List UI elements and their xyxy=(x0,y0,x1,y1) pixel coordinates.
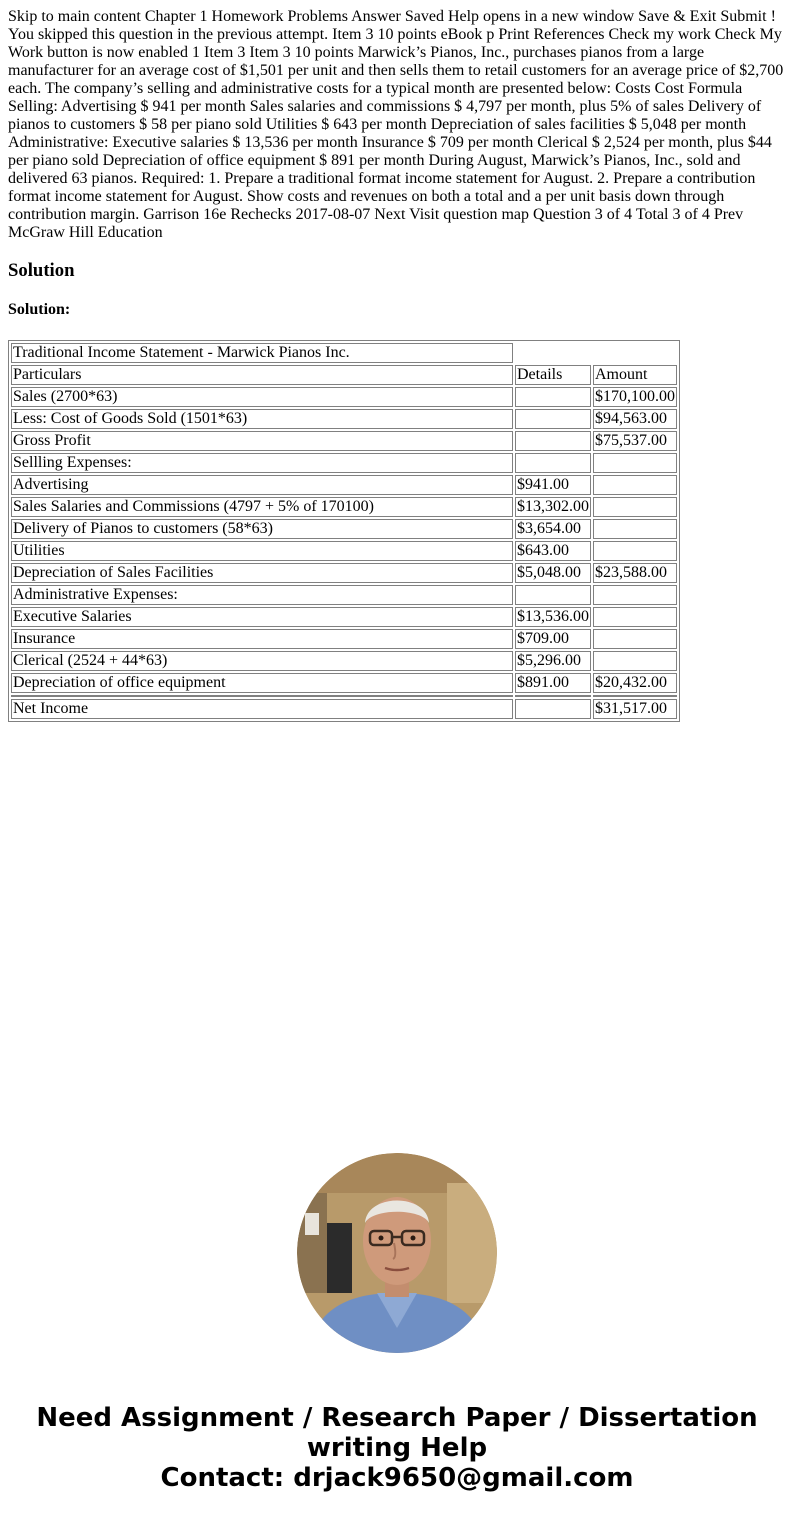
row-amount xyxy=(593,651,677,671)
table-row xyxy=(11,409,677,429)
row-details: $13,302.00 xyxy=(517,498,589,515)
row-details: $13,536.00 xyxy=(517,608,589,625)
avatar-portrait xyxy=(297,1153,497,1353)
footer-line-1: Need Assignment / Research Paper / Dissertation writing Help xyxy=(36,1403,758,1463)
row-details xyxy=(515,585,591,605)
separator-cell xyxy=(515,695,591,697)
row-particular: Gross Profit xyxy=(11,431,513,451)
row-particular: Clerical (2524 + 44*63) xyxy=(11,651,513,671)
row-particular: Utilities xyxy=(11,541,513,561)
row-details: $3,654.00 xyxy=(515,519,591,539)
row-particular: Depreciation of Sales Facilities xyxy=(11,563,513,583)
row-particular: Less: Cost of Goods Sold (1501*63) xyxy=(11,409,513,429)
table-row xyxy=(11,629,677,649)
row-amount xyxy=(593,475,677,495)
row-details: $5,048.00 xyxy=(515,563,591,583)
row-particular: Depreciation of office equipment xyxy=(11,673,513,693)
header-details: Details xyxy=(515,365,591,385)
row-amount xyxy=(593,497,677,517)
table-title-blank xyxy=(515,343,677,363)
row-particular: Insurance xyxy=(11,629,513,649)
row-details: $5,296.00 xyxy=(515,651,591,671)
net-income-label: Net Income xyxy=(11,699,513,719)
row-particular: Sales (2700*63) xyxy=(11,387,513,407)
net-income-amount: $31,517.00 xyxy=(593,699,677,719)
row-amount: $75,537.00 xyxy=(593,431,677,451)
row-amount xyxy=(593,519,677,539)
table-row xyxy=(11,431,677,451)
row-amount: $94,563.00 xyxy=(593,409,677,429)
income-statement-table xyxy=(8,340,680,722)
net-income-details xyxy=(515,699,591,719)
table-row xyxy=(11,563,677,583)
header-amount: Amount xyxy=(593,365,677,385)
row-particular: Sales Salaries and Commissions (4797 + 5% of 170100) xyxy=(11,497,513,517)
question-text: Skip to main content Chapter 1 Homework Problems Answer Saved Help opens in a new window Save & Exit Submit ! You skipped this question in the previous attempt. Item 3 10 points eBook p Print References Check my work Check My Work button is now enabled 1 Item 3 Item 3 10 points Marwick’s Pianos, Inc., purchases pianos from a large manufacturer for an average cost of $1,501 per unit and then sells them to retail customers for an average price of $2,700 each. The company’s selling and administrative costs for a typical month are presented below: Costs Cost Formula Selling: Advertising $ 941 per month Sales salaries and commissions $ 4,797 per month, plus 5% of sales Delivery of pianos to customers $ 58 per piano sold Utilities $ 643 per month Depreciation of sales facilities $ 5,048 per month Administrative: Executive salaries $ 13,536 per month Insurance $ 709 per month Clerical $ 2,524 per month, plus $44 per piano sold Depreciation of office equipment $ 891 per month During August, Marwick’s Pianos, Inc., sold and delivered 63 pianos. Required: 1. Prepare a traditional format income statement for August. 2. Prepare a contribution format income statement for August. Show costs and revenues on both a total and a per unit basis down through contribution margin. Garrison 16e Rechecks 2017-08-07 Next Visit question map Question 3 of 4 Total 3 of 4 Prev McGraw Hill Education xyxy=(8,8,784,241)
header-particulars: Particulars xyxy=(11,365,513,385)
contact-footer xyxy=(0,1403,794,1493)
table-row xyxy=(11,585,677,605)
table-row xyxy=(11,607,677,627)
row-amount: $170,100.00 xyxy=(595,388,675,405)
row-details: $891.00 xyxy=(515,673,591,693)
table-separator-row xyxy=(11,695,677,697)
row-particular: Executive Salaries xyxy=(11,607,513,627)
table-row xyxy=(11,453,677,473)
table-title: Traditional Income Statement - Marwick Pianos Inc. xyxy=(11,343,513,363)
row-details xyxy=(515,431,591,451)
table-title-row xyxy=(11,343,677,363)
row-amount xyxy=(593,607,677,627)
net-income-row xyxy=(11,699,677,719)
row-details xyxy=(515,453,591,473)
row-details: $643.00 xyxy=(515,541,591,561)
table-header-row xyxy=(11,365,677,385)
avatar xyxy=(297,1153,497,1353)
row-particular: Administrative Expenses: xyxy=(11,585,513,605)
separator-cell xyxy=(593,695,677,697)
table-row xyxy=(11,541,677,561)
table-row xyxy=(11,497,677,517)
row-amount xyxy=(593,629,677,649)
row-amount: $20,432.00 xyxy=(593,673,677,693)
table-row xyxy=(11,673,677,693)
row-particular: Advertising xyxy=(11,475,513,495)
row-particular: Delivery of Pianos to customers (58*63) xyxy=(11,519,513,539)
table-row xyxy=(11,651,677,671)
separator-cell xyxy=(11,695,513,697)
row-details: $941.00 xyxy=(515,475,591,495)
solution-heading: Solution xyxy=(8,260,75,281)
row-details: $709.00 xyxy=(515,629,591,649)
table-row xyxy=(11,519,677,539)
table-row xyxy=(11,387,677,407)
row-amount xyxy=(593,453,677,473)
row-amount xyxy=(593,541,677,561)
row-amount xyxy=(593,585,677,605)
row-particular: Sellling Expenses: xyxy=(11,453,513,473)
row-amount: $23,588.00 xyxy=(593,563,677,583)
solution-label: Solution: xyxy=(8,301,71,318)
row-details xyxy=(515,409,591,429)
table-row xyxy=(11,475,677,495)
page xyxy=(0,0,794,730)
footer-contact: Contact: drjack9650@gmail.com xyxy=(160,1463,634,1493)
row-details xyxy=(515,387,591,407)
